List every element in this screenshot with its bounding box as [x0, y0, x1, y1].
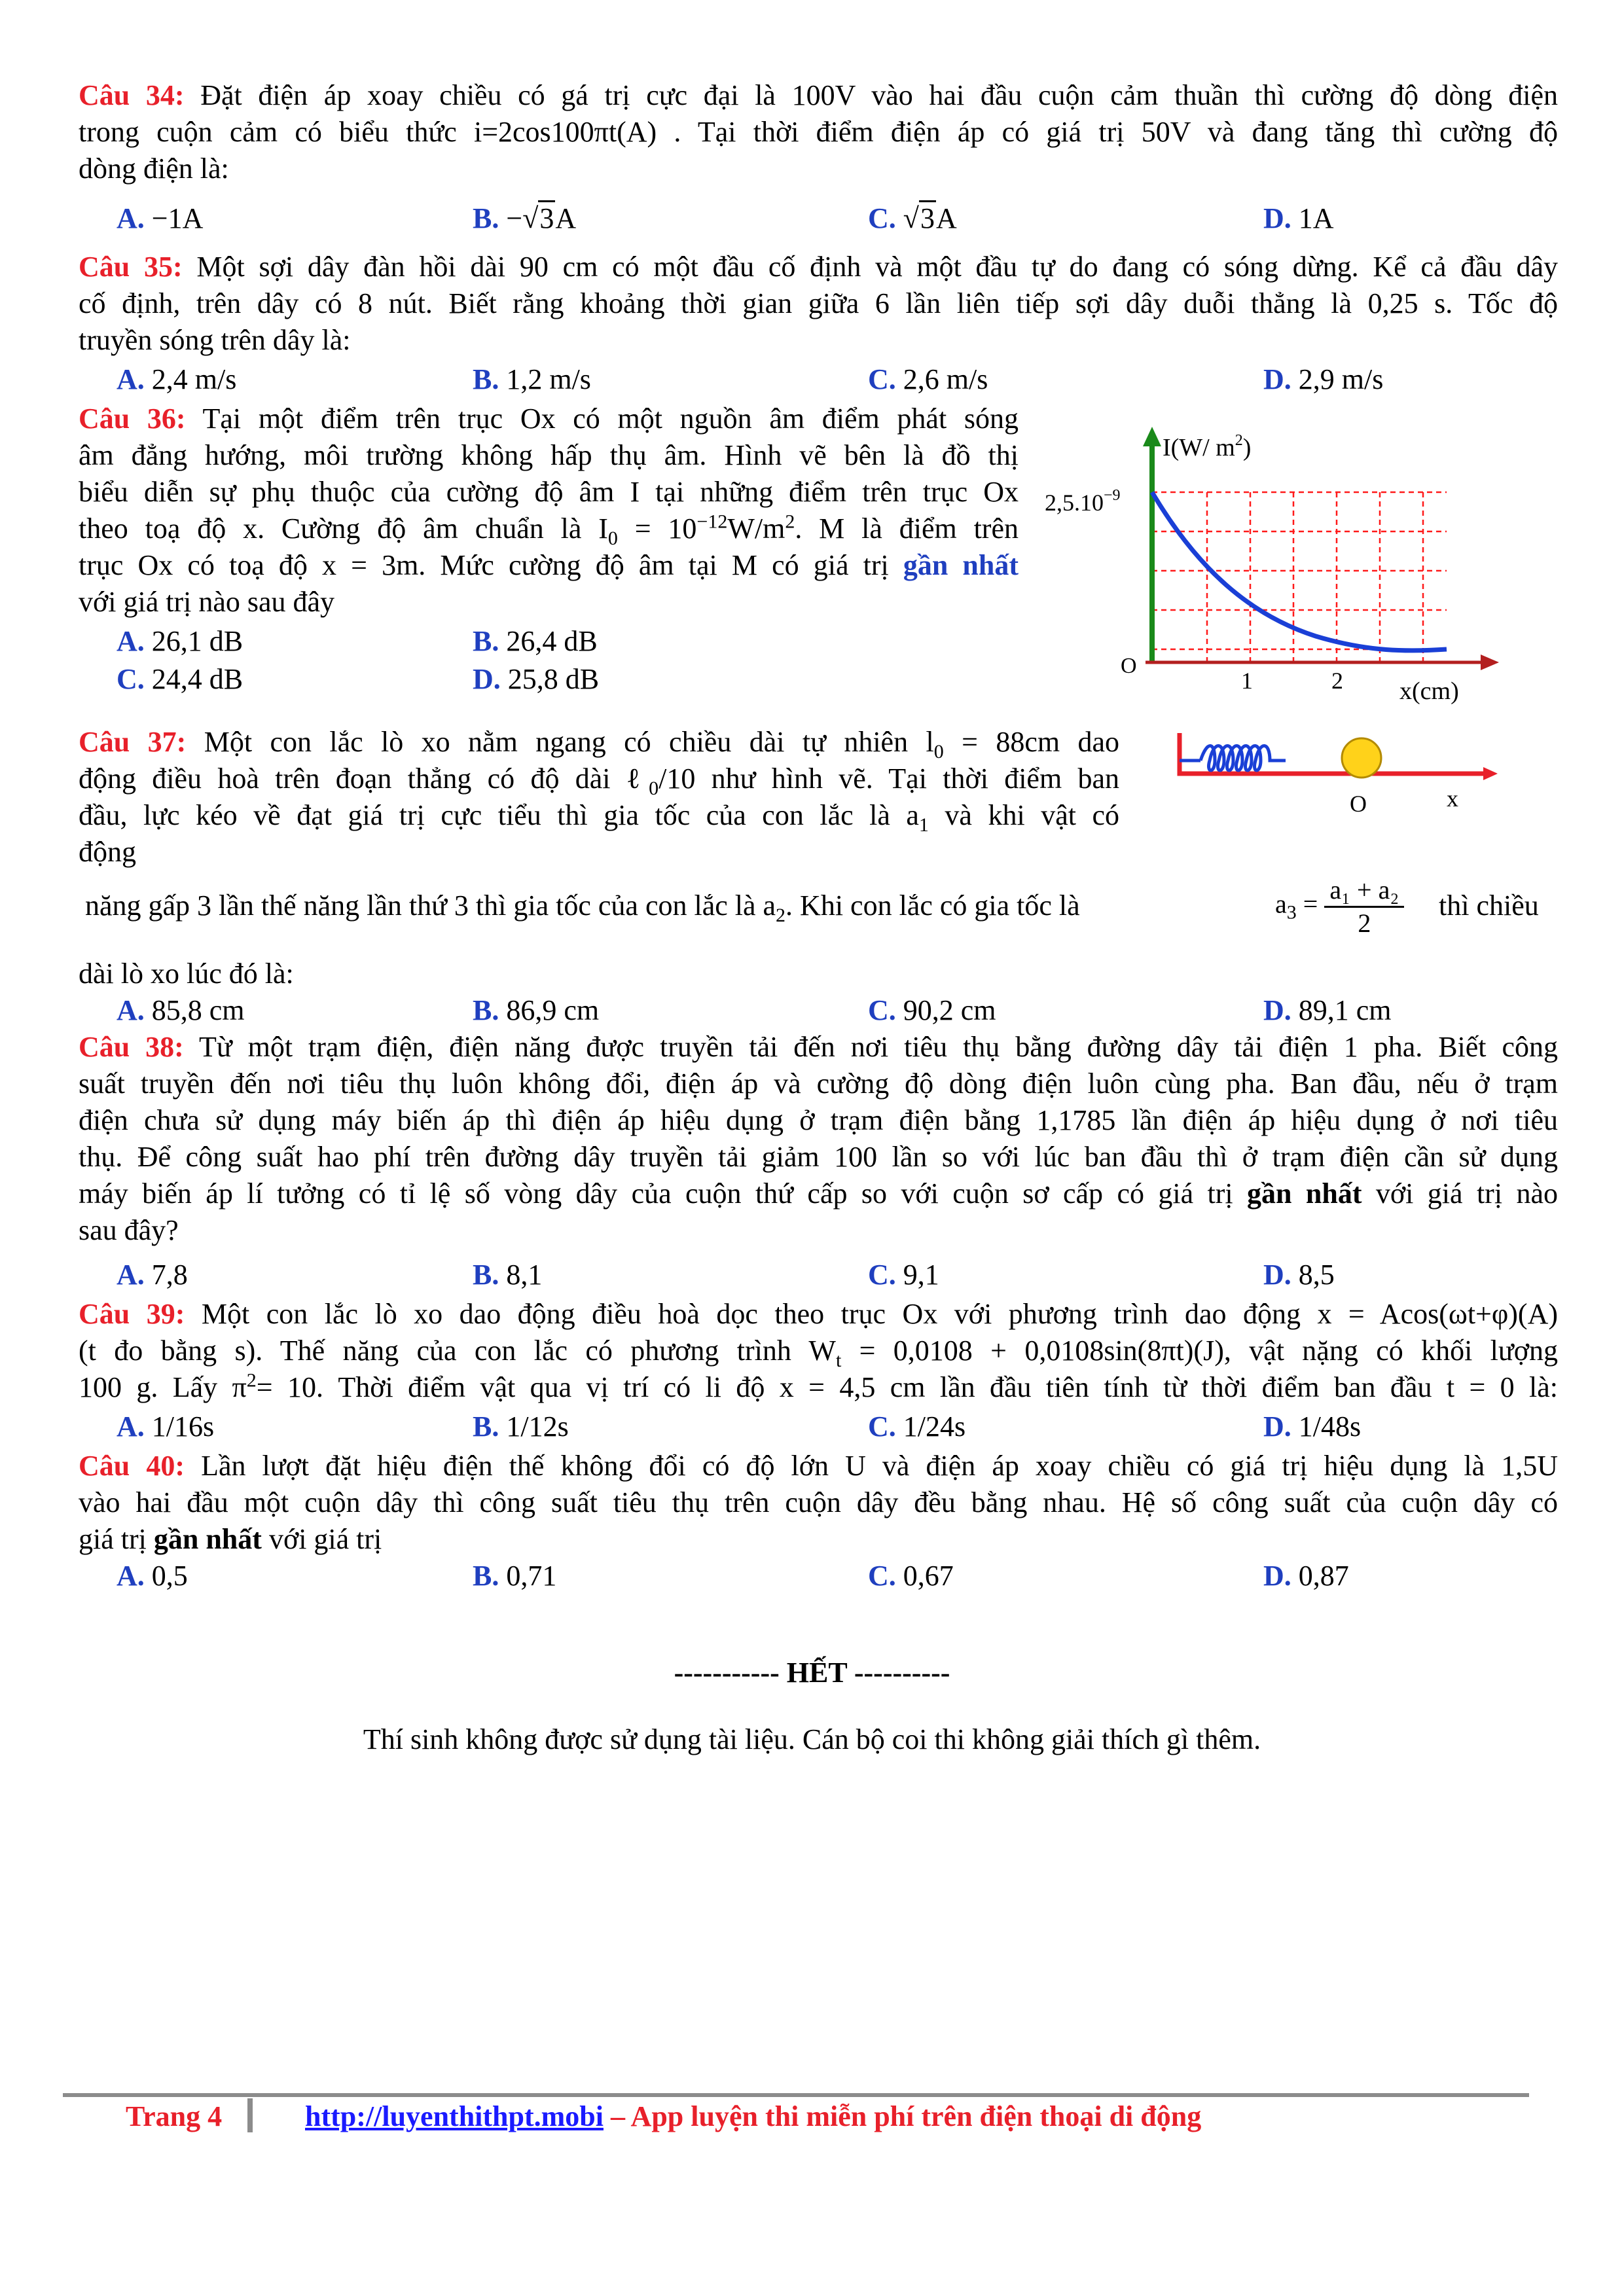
intensity-graph [1041, 419, 1499, 713]
option-key: D. [1263, 202, 1291, 234]
option-value: 1/24s [903, 1410, 966, 1443]
graph-tick-2: 2 [1331, 668, 1343, 694]
q37-text-2a: động điều hoà trên đoạn thẳng có độ dài ℓ [79, 762, 649, 795]
q34-line1 [79, 77, 1558, 114]
q36-line3: biểu diễn sự phụ thuộc của cường độ âm I tại những điểm trên trục Ox [79, 476, 1019, 508]
graph-tick-1: 1 [1241, 668, 1253, 694]
q37-option-d [1263, 992, 1392, 1029]
footer-text: – App luyện thi miễn phí trên điện thoại di động [603, 2100, 1202, 2132]
subscript: 0 [607, 527, 618, 549]
subscript: 1 [918, 814, 929, 836]
option-value: 8,1 [506, 1259, 543, 1291]
q37-fraction: $a_3$ = $\frac{\text{a₁ + a₂}}{2}$ [1275, 874, 1404, 939]
q36-text-4d: . M là điểm trên [795, 512, 1019, 545]
option-key: A. [117, 1259, 145, 1291]
q39-option-d [1263, 1408, 1361, 1445]
footer-banner [305, 2098, 1201, 2135]
q39-text-1: Một con lắc lò xo dao động điều hoà dọc theo trục Ox với phương trình dao động x = Acos(ωt+φ)(A) [201, 1298, 1558, 1330]
option-key: B. [473, 202, 499, 234]
q35-line2: cố định, trên dây có 8 nút. Biết rằng khoảng thời gian giữa 6 lần liên tiếp sợi dây duỗi thẳng là 0,25 s. Tốc độ [79, 287, 1558, 319]
option-key: D. [1263, 1560, 1291, 1592]
q37-option-a [117, 992, 245, 1029]
option-value: 1/12s [506, 1410, 569, 1443]
graph-xlabel: x(cm) [1399, 677, 1459, 705]
subscript: 3 [1286, 901, 1297, 924]
q38-line3: điện chưa sử dụng máy biến áp thì điện áp hiệu dụng ở trạm điện bằng 1,1785 lần điện áp hiệu dụng ở nơi tiêu [79, 1104, 1558, 1136]
option-key: C. [117, 663, 145, 695]
q35-line1 [79, 249, 1558, 285]
option-suffix: A [935, 202, 957, 234]
option-key: C. [868, 1259, 896, 1291]
q38-text-1: Từ một trạm điện, điện năng được truyền tải đến nơi tiêu thụ bằng đường dây tải điện 1 pha. Biết công [198, 1031, 1558, 1063]
q38-option-d [1263, 1257, 1335, 1293]
emphasis-closest: gần nhất [1247, 1177, 1362, 1210]
option-value: 86,9 cm [506, 994, 600, 1026]
option-value: 25,8 dB [507, 663, 600, 695]
option-key: B. [473, 1259, 499, 1291]
fraction [1324, 874, 1404, 939]
q39-label: Câu 39: [79, 1298, 185, 1330]
q35-option-b [473, 361, 591, 398]
q39-text-3b: = 10. Thời điểm vật qua vị trí có li độ x = 4,5 cm lần đầu tiên tính từ thời điểm ban đầu t = 0 là: [256, 1371, 1559, 1403]
spring-figure [1172, 720, 1499, 818]
ball-mass [1342, 738, 1381, 778]
superscript: 2 [246, 1369, 257, 1391]
option-value: 89,1 cm [1298, 994, 1392, 1026]
subscript: t [835, 1349, 842, 1371]
q36-label: Câu 36: [79, 403, 186, 435]
q39-line3 [79, 1369, 1558, 1406]
option-key: C. [868, 363, 896, 395]
fig-origin: O [1350, 791, 1367, 817]
option-value: 1,2 m/s [506, 363, 591, 395]
graph-yvalue: $2,5.10^{-9}$ [1045, 487, 1121, 516]
option-value: 1/48s [1298, 1410, 1362, 1443]
option-key: B. [473, 994, 499, 1026]
q34-label: Câu 34: [79, 79, 185, 111]
q37-option-c [868, 992, 996, 1029]
option-key: B. [473, 625, 499, 657]
radicand: 3 [538, 200, 555, 234]
fig-x-label: x [1447, 785, 1458, 812]
option-value: 9,1 [903, 1259, 939, 1291]
option-value: 0,71 [506, 1560, 557, 1592]
q40-option-d [1263, 1558, 1349, 1594]
q40-text-1: Lần lượt đặt hiệu điện thế không đổi có độ lớn U và điện áp xoay chiều có giá trị hiệu dụng là 1,5U [201, 1450, 1559, 1482]
option-key: C. [868, 1410, 896, 1443]
q36-line2: âm đẳng hướng, môi trường không hấp thụ âm. Hình vẽ bên là đồ thị [79, 439, 1019, 471]
option-value: 90,2 cm [903, 994, 996, 1026]
q37-text-1: Một con lắc lò xo nằm ngang có chiều dài tự nhiên l [204, 726, 934, 758]
q38-line1 [79, 1029, 1558, 1066]
frac-lhs: a [1275, 889, 1287, 919]
subscript: 0 [933, 740, 944, 762]
option-key: A. [117, 994, 145, 1026]
footer-page: Trang 4 [126, 2100, 223, 2132]
q35-option-c [868, 361, 988, 398]
q40-line1 [79, 1448, 1558, 1484]
superscript: 2 [785, 511, 795, 533]
q37-line1 [79, 724, 1119, 761]
q40-option-a [117, 1558, 188, 1594]
option-key: D. [1263, 994, 1291, 1026]
spring-coil [1200, 746, 1286, 771]
option-key: D. [1263, 1259, 1291, 1291]
q40-option-b [473, 1558, 556, 1594]
q34-line3: dòng điện là: [79, 152, 229, 185]
q34-option-c [868, 200, 957, 237]
q35-option-a [117, 361, 236, 398]
subscript: 2 [776, 904, 786, 926]
frac-numerator: a₁ + a₂ [1324, 874, 1404, 908]
q36-text-5a: trục Ox có toạ độ x = 3m. Mức cường độ âm tại M có giá trị [79, 549, 903, 581]
q40-label: Câu 40: [79, 1450, 185, 1482]
option-key: C. [868, 1560, 896, 1592]
end-marker: ----------- HẾT ---------- [674, 1657, 950, 1689]
option-value: 0,87 [1298, 1560, 1349, 1592]
emphasis-closest: gần nhất [153, 1523, 262, 1555]
q38-option-c [868, 1257, 939, 1293]
option-value: 2,9 m/s [1298, 363, 1384, 395]
option-value: 24,4 dB [151, 663, 244, 695]
graph-ylabel: I(W/ $m^2$) [1163, 432, 1252, 461]
q39-option-b [473, 1408, 569, 1445]
option-key: C. [868, 994, 896, 1026]
option-value: 2,4 m/s [151, 363, 237, 395]
q38-text-5c: với giá trị nào [1362, 1177, 1558, 1210]
option-suffix: A [555, 202, 577, 234]
q36-line4 [79, 511, 1019, 547]
q39-option-c [868, 1408, 965, 1445]
q40-text-3a: giá trị [79, 1523, 154, 1555]
option-key: D. [1263, 363, 1291, 395]
q36-option-a [117, 623, 243, 660]
q38-line6: sau đây? [79, 1214, 179, 1246]
option-key: A. [117, 625, 145, 657]
q38-option-a [117, 1257, 188, 1293]
q39-text-2a: (t đo bằng s). Thế năng của con lắc có phương trình W [79, 1335, 836, 1367]
q37-text-2b: /10 như hình vẽ. Tại thời điểm ban [659, 762, 1119, 795]
q38-option-b [473, 1257, 542, 1293]
option-value: 1/16s [151, 1410, 215, 1443]
q37-text-5b: . Khi con lắc có gia tốc là [785, 889, 1080, 922]
superscript: −12 [696, 511, 728, 533]
q39-text-2b: = 0,0108 + 0,0108sin(8πt)(J), vật nặng có khối lượng [841, 1335, 1558, 1367]
q39-line1 [79, 1296, 1558, 1333]
footer-rule [63, 2093, 1529, 2097]
q34-option-d [1263, 200, 1334, 237]
option-key: C. [868, 202, 896, 234]
q37-text-3b: và khi vật có [928, 799, 1119, 831]
q39-line2 [79, 1333, 1558, 1369]
graph-origin: O [1121, 654, 1137, 678]
option-key: D. [1263, 1410, 1291, 1443]
option-value: 2,6 m/s [903, 363, 988, 395]
option-key: B. [473, 1560, 499, 1592]
q37-option-b [473, 992, 599, 1029]
option-value: 85,8 cm [151, 994, 245, 1026]
q40-line2: vào hai đầu một cuộn dây thì công suất tiêu thụ trên cuộn dây đều bằng nhau. Hệ số công suất của cuộn dây có [79, 1486, 1558, 1518]
q38-text-5a: máy biến áp lí tưởng có tỉ lệ số vòng dây của cuộn thứ cấp so với cuộn sơ cấp có giá trị [79, 1177, 1248, 1210]
option-key: A. [117, 202, 145, 234]
q34-line2: trong cuộn cảm có biểu thức i=2cos100πt(A) . Tại thời điểm điện áp có giá trị 50V và đang tăng thì cường độ [79, 116, 1558, 148]
option-key: B. [473, 1410, 499, 1443]
q36-line6: với giá trị nào sau đây [79, 586, 335, 618]
q37-text-3a: đầu, lực kéo về đạt giá trị cực tiểu thì gia tốc của con lắc là a [79, 799, 919, 831]
footer-divider [247, 2098, 253, 2132]
sqrt-symbol: √3 [903, 200, 936, 237]
q40-line3 [79, 1521, 1558, 1558]
q37-line4: động [79, 836, 136, 868]
option-prefix: − [506, 202, 523, 234]
q37-text-5a: năng gấp 3 lần thế năng lần thứ 3 thì gia tốc của con lắc là a [85, 889, 776, 922]
q36-option-b [473, 623, 598, 660]
option-value: −1A [151, 202, 204, 234]
q35-label: Câu 35: [79, 251, 183, 283]
radicand: 3 [919, 200, 936, 234]
option-value: 26,4 dB [506, 625, 598, 657]
q34-option-b [473, 200, 576, 237]
q36-text-1: Tại một điểm trên trục Ox có một nguồn âm điểm phát sóng [202, 403, 1019, 435]
subscript: 0 [649, 777, 659, 799]
x-axis-arrow [1481, 655, 1499, 670]
option-value: 26,1 dB [151, 625, 244, 657]
q38-line2: suất truyền đến nơi tiêu thụ luôn không đổi, điện áp và cường độ dòng điện luôn cùng pha. Ban đầu, nếu ở trạm [79, 1067, 1558, 1100]
q35-option-d [1263, 361, 1383, 398]
q37-line2 [79, 761, 1119, 797]
q38-line4: thụ. Để công suất hao phí trên đường dây truyền tải giảm 100 lần so với lúc ban đầu thì ở trạm điện cần sử dụng [79, 1141, 1558, 1173]
option-value: 7,8 [151, 1259, 188, 1291]
q37-line6: dài lò xo lúc đó là: [79, 958, 294, 990]
q36-text-4b: = 10 [617, 512, 697, 545]
q37-text-1b: = 88cm dao [943, 726, 1119, 758]
option-value: 0,5 [151, 1560, 188, 1592]
option-key: A. [117, 363, 145, 395]
q40-text-3c: với giá trị [261, 1523, 382, 1555]
q38-line5 [79, 1175, 1558, 1212]
q35-line3: truyền sóng trên dây là: [79, 324, 351, 356]
q38-label: Câu 38: [79, 1031, 184, 1063]
q40-option-c [868, 1558, 954, 1594]
q39-option-a [117, 1408, 214, 1445]
option-key: B. [473, 363, 499, 395]
exam-note: Thí sinh không được sử dụng tài liệu. Cán bộ coi thi không giải thích gì thêm. [363, 1723, 1261, 1755]
graph-grid [1152, 492, 1447, 661]
rail-arrow [1483, 767, 1498, 780]
q34-text-1: Đặt điện áp xoay chiều có gá trị cực đại là 100V vào hai đầu cuộn cảm thuần thì cường độ dòng điện [200, 79, 1559, 111]
q35-text-1: Một sợi dây đàn hồi dài 90 cm có một đầu cố định và một đầu tự do đang có sóng dừng. Kể cả đầu dây [196, 251, 1559, 283]
option-key: A. [117, 1560, 145, 1592]
option-key: D. [473, 663, 501, 695]
q37-label: Câu 37: [79, 726, 187, 758]
emphasis-closest: gần nhất [903, 549, 1019, 581]
sqrt-symbol: √3 [522, 200, 555, 237]
y-axis-arrow [1143, 427, 1161, 446]
q37-line3 [79, 797, 1119, 834]
q36-line5 [79, 547, 1019, 584]
option-value: 8,5 [1298, 1259, 1335, 1291]
q36-line1 [79, 401, 1019, 437]
q34-option-a [117, 200, 203, 237]
q36-text-4a: theo toạ độ x. Cường độ âm chuẩn là I [79, 512, 608, 545]
q39-text-3a: 100 g. Lấy π [79, 1371, 247, 1403]
q36-text-4c: W/m [727, 512, 785, 545]
frac-denominator: 2 [1358, 908, 1371, 938]
q36-option-d [473, 661, 599, 698]
option-key: A. [117, 1410, 145, 1443]
footer-link[interactable]: http://luyenthithpt.mobi [305, 2100, 604, 2132]
option-value: 0,67 [903, 1560, 954, 1592]
q37-text-5c: thì chiều [1439, 889, 1539, 922]
q36-option-c [117, 661, 243, 698]
option-value: 1A [1298, 202, 1334, 234]
